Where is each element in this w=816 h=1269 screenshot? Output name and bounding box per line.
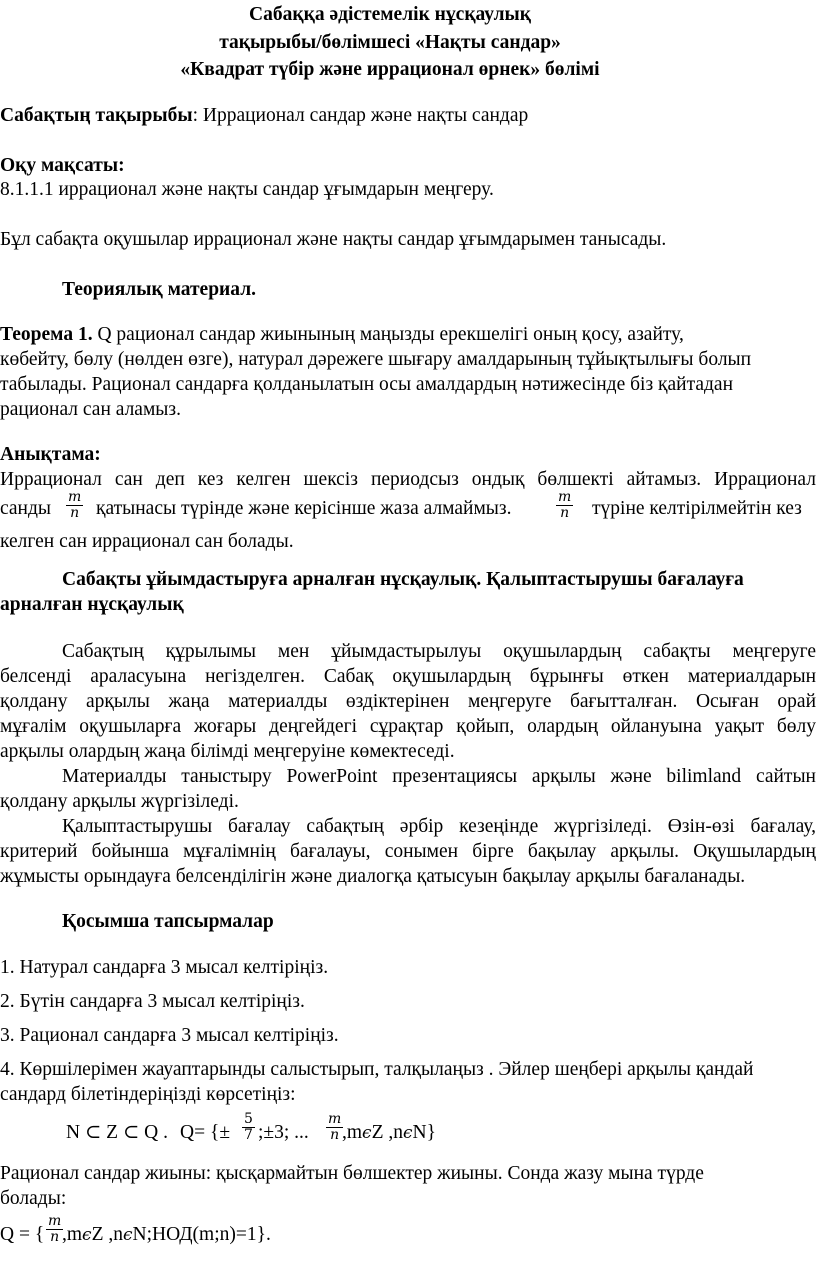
objective-text: 8.1.1.1 иррационал және нақты сандар ұғымдарын меңгеру. <box>0 179 494 200</box>
topic-line <box>0 103 528 129</box>
topic-value: : Иррационал сандар және нақты сандар <box>192 105 529 126</box>
element-of-symbol: ϵ <box>362 1123 372 1143</box>
rational-set-line-1: Рационал сандар жиыны: қысқармайтын бөлшектер жиыны. Сонда жазу мына түрде <box>0 1163 704 1184</box>
fraction-m-over-n-formula2 <box>46 1214 63 1245</box>
definition-label: Анықтама: <box>0 444 101 465</box>
objective-label: Оқу мақсаты: <box>0 155 125 176</box>
formula-n-denominator: n <box>330 1127 340 1143</box>
task-1: 1. Натурал сандарға 3 мысал келтіріңіз. <box>0 957 329 978</box>
fraction-m-over-n-2 <box>556 490 573 521</box>
formula2-m-part: ,m <box>62 1224 83 1245</box>
topic-label: Сабақтың тақырыбы <box>0 105 193 126</box>
guidance-p2-line-1: Материалды таныстыру PowerPoint презентациясы арқылы және bilimland сайтын <box>62 766 816 787</box>
fraction-5-numerator: 5 <box>244 1111 253 1127</box>
guidance-heading-2: арналған нұсқаулық <box>0 594 184 615</box>
fraction-denominator: n <box>70 505 80 521</box>
theorem-line-3: табылады. Рационал сандарға қолданылатын осы амалдардың нәтижесінде біз қайтадан <box>0 374 734 395</box>
guidance-p1-line-2: белсенді араласуына негізделген. Сабақ оқушылардың бұрынғы өткен материалдарын <box>0 666 816 687</box>
definition-line-1: Иррационал сан деп кез келген шексіз периодсыз ондық бөлшекті айтамыз. Иррационал <box>0 469 816 490</box>
fraction-numerator-2: m <box>558 489 572 505</box>
header-line-1: Сабаққа әдістемелік нұсқаулық <box>249 4 531 25</box>
formula-q-open: Q= {± <box>180 1122 231 1143</box>
header-line-3: «Квадрат түбір және иррационал өрнек» бөлімі <box>180 59 600 80</box>
formula-subset-chain: N ⊂ Z ⊂ Q . <box>66 1122 169 1143</box>
guidance-p3-line-3: жұмысты орындауға белсенділігін және диалогқа қатысуын бақылау арқылы бағаланады. <box>0 866 746 887</box>
guidance-p1-line-4: мұғалім оқушыларға жоғары деңгейдегі сұрақтар қойып, олардың ойлануына уақыт бөлу <box>0 716 816 737</box>
formula-z-part: Z ,n <box>371 1122 403 1143</box>
theorem-line-1 <box>0 322 684 348</box>
theorem-line-4: рационал сан аламыз. <box>0 399 181 420</box>
theorem-label: Теорема 1. <box>0 324 93 345</box>
rational-set-line-2: болады: <box>0 1188 67 1209</box>
guidance-p1-line-5: арқылы олардың жаңа білімді меңгеруіне көмектеседі. <box>0 741 455 762</box>
fraction-m-over-n-formula <box>326 1112 343 1143</box>
formula-m-part: ,m <box>342 1122 363 1143</box>
formula-rational-set <box>0 1212 400 1256</box>
task-4-line-2: сандард білетіндеріңізді көрсетіңіз: <box>0 1084 296 1105</box>
formula2-element-of: ϵ <box>82 1225 92 1245</box>
task-3: 3. Рационал сандарға 3 мысал келтіріңіз. <box>0 1025 339 1046</box>
tasks-heading: Қосымша тапсырмалар <box>62 911 274 932</box>
formula2-tail <box>62 1222 271 1248</box>
formula2-m-numerator: m <box>48 1213 62 1229</box>
formula2-element-of-2: ϵ <box>123 1225 133 1245</box>
theorem-line-2: көбейту, бөлу (нөлден өзге), натурал дәрежеге шығару амалдарының тұйықтылығы болып <box>0 349 752 370</box>
guidance-p1-line-3: қолдану арқылы жаңа материалды өздіктерінен меңгеруге бағытталған. Осыған орай <box>0 691 816 712</box>
formula2-open: Q = { <box>0 1224 45 1245</box>
formula-tail <box>342 1120 436 1146</box>
formula-m-numerator: m <box>328 1111 342 1127</box>
formula-middle: ;±3; ... <box>258 1122 309 1143</box>
fraction-denominator-2: n <box>560 505 570 521</box>
formula-close: N} <box>412 1122 436 1143</box>
intro-text: Бұл сабақта оқушылар иррационал және нақты сандар ұғымдарымен танысады. <box>0 229 667 250</box>
task-2: 2. Бүтін сандарға 3 мысал келтіріңіз. <box>0 991 305 1012</box>
element-of-symbol-2: ϵ <box>403 1123 413 1143</box>
fraction-numerator: m <box>68 489 82 505</box>
formula2-n-denominator: n <box>50 1229 60 1245</box>
guidance-p2-line-2: қолдану арқылы жүргізіледі. <box>0 791 239 812</box>
definition-text-a: санды <box>0 498 52 519</box>
definition-line-3: келген сан иррационал сан болады. <box>0 531 294 552</box>
fraction-5-over-7 <box>242 1112 255 1143</box>
guidance-p1-line-1: Сабақтың құрылымы мен ұйымдастырылуы оқушылардың сабақты меңгеруге <box>62 641 816 662</box>
fraction-7-denominator: 7 <box>244 1127 253 1143</box>
theory-heading: Теориялық материал. <box>62 279 257 300</box>
task-4-line-1: 4. Көршілерімен жауаптарынды салыстырып, талқылаңыз . Эйлер шеңбері арқылы қандай <box>0 1059 754 1080</box>
formula2-close: N;НОД(m;n)=1}. <box>132 1224 271 1245</box>
fraction-m-over-n <box>66 490 83 521</box>
guidance-heading-1: Сабақты ұйымдастыруға арналған нұсқаулық. Қалыптастырушы бағалауға <box>62 569 744 590</box>
guidance-p3-line-1: Қалыптастырушы бағалау сабақтың әрбір кезеңінде жүргізіледі. Өзін-өзі бағалау, <box>62 816 816 837</box>
formula-sets <box>66 1112 506 1152</box>
theorem-text-1: Q рационал сандар жиынының маңызды ерекшелігі оның қосу, азайту, <box>97 324 684 345</box>
definition-text-c: түріне келтірілмейтін кез <box>592 498 802 519</box>
formula2-mid: Z ,n <box>91 1224 123 1245</box>
guidance-p3-line-2: критерий бойынша мұғалімнің бағалауы, сонымен бірге бақылау арқылы. Оқушылардың <box>0 841 816 862</box>
header-line-2: тақырыбы/бөлімшесі «Нақты сандар» <box>219 32 561 53</box>
definition-text-b: қатынасы түрінде және керісінше жаза алмаймыз. <box>96 498 512 519</box>
